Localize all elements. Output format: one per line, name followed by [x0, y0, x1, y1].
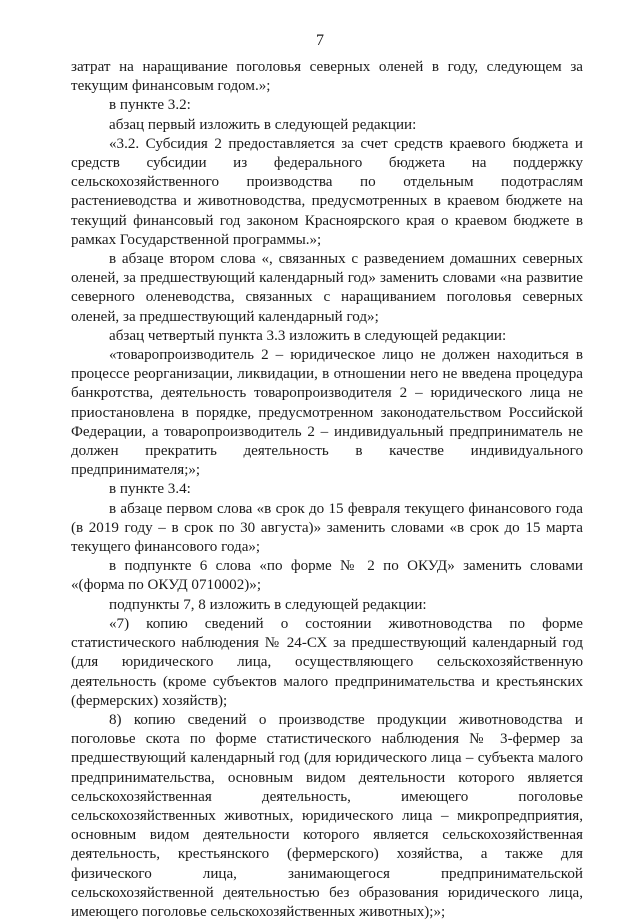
page-number: 7: [316, 32, 324, 49]
paragraph: в подпункте 6 слова «по форме № 2 по ОКУД» заменить словами «(форма по ОКУД 0710002)»;: [71, 558, 583, 594]
paragraph: «товаропроизводитель 2 – юридическое лицо не должен находиться в процессе реорганизации, ликвидации, в отношении него не введена процедура банкротства, деятельность товаропроизводителя 2 – юридического лица не приостановлена в порядке, предусмотренном законодательством Российской Федерации, а товаропроизводитель 2 – индивидуальный предприниматель не должен прекратить деятельность в качестве индивидуального предпринимателя;»;: [71, 347, 583, 479]
paragraph: в абзаце первом слова «в срок до 15 февраля текущего финансового года (в 2019 году – в срок по 30 августа)» заменить словами «в срок до 15 марта текущего финансового года»;: [71, 500, 583, 556]
paragraph: абзац первый изложить в следующей редакции:: [109, 116, 417, 133]
document-body: [71, 58, 583, 922]
paragraph: затрат на наращивание поголовья северных оленей в году, следующем за текущим финансовым годом.»;: [71, 59, 583, 95]
paragraph: 8) копию сведений о производстве продукции животноводства и поголовье скота по форме статистического наблюдения № 3-фермер за предшествующий календарный год (для юридического лица – субъекта малого предпринимательства, основным видом деятельности которого является сельскохозяйственная деятельность, имеющего поголовье сельскохозяйственных животных, юридического лица – микропредприятия, основным видом деятельности которого является сельскохозяйственная деятельность, крестьянского (фермерского) хозяйства, а также для физического лица, занимающегося предпринимательской сельскохозяйственной деятельностью без образования юридического лица, имеющего поголовье сельскохозяйственных животных);»;: [71, 711, 583, 920]
paragraph: в пункте 3.2:: [109, 97, 191, 114]
paragraph: «3.2. Субсидия 2 предоставляется за счет средств краевого бюджета и средств субсидии из федерального бюджета на поддержку сельскохозяйственного производства по отдельным подотраслям растениеводства и животноводства, предусмотренных в краевом бюджете на текущий финансовый год законом Красноярского края о краевом бюджете в рамках Государственной программы.»;: [71, 135, 583, 248]
paragraph: в пункте 3.4:: [109, 481, 191, 498]
paragraph: в абзаце втором слова «, связанных с разведением домашних северных оленей, за предшествующий календарный год» заменить словами «на развитие северного оленеводства, связанных с наращиванием поголовья северных оленей, за предшествующий календарный год»;: [71, 251, 583, 325]
paragraph: абзац четвертый пункта 3.3 изложить в следующей редакции:: [109, 327, 507, 344]
paragraph: «7) копию сведений о состоянии животноводства по форме статистического наблюдения № 24-СХ за предшествующий календарный год (для юридического лица, осуществляющего сельскохозяйственную деятельность (кроме субъектов малого предпринимательства и крестьянских (фермерских) хозяйств);: [71, 615, 583, 709]
paragraph: подпункты 7, 8 изложить в следующей редакции:: [109, 596, 427, 613]
